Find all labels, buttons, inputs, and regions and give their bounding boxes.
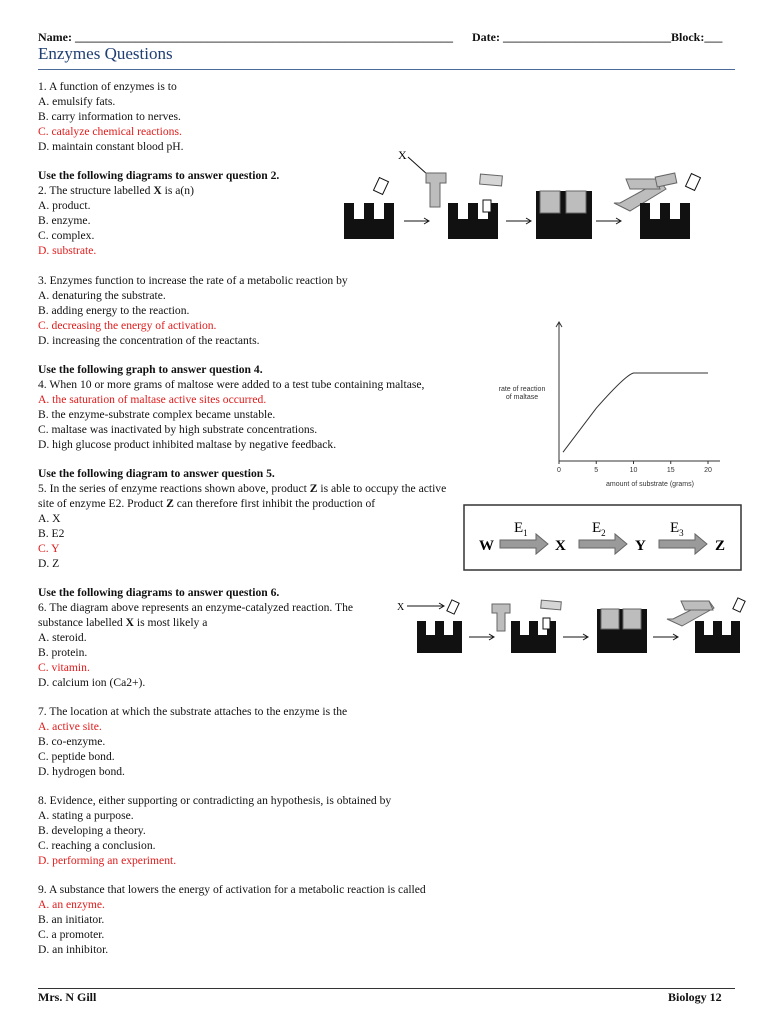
product-piece-1 <box>681 601 713 610</box>
y-axis-label-line-2: of maltase <box>505 394 539 401</box>
name-field-label: Name: _______________________________________________________________ <box>38 30 453 44</box>
bound-substrate <box>543 618 550 629</box>
q8-option-b: B. developing a theory. <box>38 824 146 837</box>
q8-option-d-answer: D. performing an experiment. <box>38 854 177 867</box>
enzyme-shape-3 <box>695 621 740 653</box>
q8-stem: 8. Evidence, either supporting or contradicting an hypothesis, is obtained by <box>38 794 392 807</box>
bound-substrate <box>483 200 491 212</box>
q6-stem-line-1: 6. The diagram above represents an enzyme-catalyzed reaction. The <box>38 601 354 614</box>
q5-instruction: Use the following diagram to answer question 5. <box>38 467 275 480</box>
enzyme-label-e2: $E_2$ <box>592 520 606 538</box>
arrow-3 <box>596 218 621 224</box>
q9-option-a-answer: A. an enzyme. <box>38 898 105 911</box>
enzyme-shape-1 <box>344 203 394 239</box>
node-x: X <box>555 538 566 554</box>
x-tick-label: 10 <box>629 467 638 474</box>
node-z: Z <box>715 538 726 554</box>
q2-option-b: B. enzyme. <box>38 214 91 227</box>
substrate-x-shape <box>426 173 446 207</box>
q4-instruction: Use the following graph to answer question 4. <box>38 363 263 376</box>
q8-option-c: C. reaching a conclusion. <box>38 839 156 852</box>
rate-of-reaction-chart <box>480 315 730 495</box>
page-title: Enzymes Questions <box>38 44 173 63</box>
q3-option-d: D. increasing the concentration of the reactants. <box>38 334 260 347</box>
x-tick-label: 0 <box>557 467 561 474</box>
footer-divider <box>38 988 735 989</box>
footer-course: Biology 12 <box>668 990 722 1004</box>
node-w: W <box>479 538 494 554</box>
q6-stem-line-2: substance labelled X is most likely a <box>38 616 208 629</box>
q6-option-b: B. protein. <box>38 646 88 659</box>
block-field-label: Block:___ <box>671 30 723 44</box>
x-tick-label: 20 <box>704 467 712 474</box>
q9-option-d: D. an inhibitor. <box>38 943 109 956</box>
q8-option-a: A. stating a purpose. <box>38 809 134 822</box>
q6-option-c-answer: C. vitamin. <box>38 661 90 674</box>
date-field-label: Date: ____________________________ <box>472 30 671 44</box>
q1-option-a: A. emulsify fats. <box>38 95 116 108</box>
released-substrate <box>733 598 745 612</box>
product-piece-1 <box>626 179 660 189</box>
q1-option-d: D. maintain constant blood pH. <box>38 140 184 153</box>
q4-stem: 4. When 10 or more grams of maltose were added to a test tube containing maltase, <box>38 378 425 391</box>
x-pointer-line <box>408 157 428 175</box>
q7-stem: 7. The location at which the substrate attaches to the enzyme is the <box>38 705 348 718</box>
product-shape <box>541 600 562 610</box>
footer-author: Mrs. N Gill <box>38 990 97 1004</box>
q1-stem: 1. A function of enzymes is to <box>38 80 177 93</box>
x-tick-label: 5 <box>594 467 599 474</box>
node-y: Y <box>635 538 646 554</box>
q5-stem-line-2: site of enzyme E2. Product Z can therefore first inhibit the production of <box>38 497 376 510</box>
q5-stem-line-1: 5. In the series of enzyme reactions shown above, product Z is able to occupy the active <box>38 482 447 495</box>
enzyme-label-e1: $E_1$ <box>514 520 528 538</box>
q4-option-a-answer: A. the saturation of maltase active sites occurred. <box>38 393 267 406</box>
diagram-x-label: X <box>397 602 405 613</box>
q2-option-d-answer: D. substrate. <box>38 244 97 257</box>
enzyme-shape-1 <box>417 621 462 653</box>
released-substrate <box>686 174 701 191</box>
enzyme-reaction-diagram-q6 <box>395 595 755 675</box>
q5-option-b: B. E2 <box>38 527 65 540</box>
x-pointer-arrow <box>407 603 444 609</box>
arrow-2 <box>563 634 588 640</box>
q3-option-a: A. denaturing the substrate. <box>38 289 166 302</box>
q6-option-d: D. calcium ion (Ca2+). <box>38 676 146 689</box>
q4-option-b: B. the enzyme-substrate complex became unstable. <box>38 408 276 421</box>
product-shape <box>480 174 503 186</box>
x-axis-label: amount of substrate (grams) <box>606 481 694 488</box>
q7-option-d: D. hydrogen bond. <box>38 765 125 778</box>
q1-option-c-answer: C. catalyze chemical reactions. <box>38 125 182 138</box>
q9-stem: 9. A substance that lowers the energy of activation for a metabolic reaction is called <box>38 883 426 896</box>
substrate-shape <box>447 600 459 614</box>
enzyme-label-e3: $E_3$ <box>670 520 684 538</box>
product-piece-2 <box>655 173 677 187</box>
q6-instruction: Use the following diagrams to answer question 6. <box>38 586 280 599</box>
arrow-2 <box>506 218 531 224</box>
enzyme-reaction-diagram-q2 <box>340 145 740 240</box>
x-tick-group <box>557 461 712 474</box>
q3-option-b: B. adding energy to the reaction. <box>38 304 190 317</box>
substrate-shape <box>374 178 389 195</box>
enzyme-pathway-diagram <box>463 504 743 572</box>
enzyme-shape-3 <box>640 203 690 239</box>
q4-option-d: D. high glucose product inhibited maltase by negative feedback. <box>38 438 337 451</box>
arrow-3 <box>653 634 678 640</box>
title-divider <box>38 69 735 70</box>
q9-option-b: B. an initiator. <box>38 913 105 926</box>
q5-option-d: D. Z <box>38 557 60 570</box>
q3-stem: 3. Enzymes function to increase the rate of a metabolic reaction by <box>38 274 348 287</box>
q2-stem: 2. The structure labelled X is a(n) <box>38 184 194 197</box>
q9-option-c: C. a promoter. <box>38 928 105 941</box>
diagram-x-label: X <box>398 148 407 162</box>
q1-option-b: B. carry information to nerves. <box>38 110 181 123</box>
q7-option-c: C. peptide bond. <box>38 750 115 763</box>
q5-option-c-answer: C. Y <box>38 542 60 555</box>
arrow-1 <box>469 634 494 640</box>
arrow-1 <box>404 218 429 224</box>
q6-option-a: A. steroid. <box>38 631 87 644</box>
x-tick-label: 15 <box>666 467 675 474</box>
q3-option-c-answer: C. decreasing the energy of activation. <box>38 319 217 332</box>
q5-option-a: A. X <box>38 512 61 525</box>
q2-option-c: C. complex. <box>38 229 95 242</box>
rate-curve <box>563 373 708 452</box>
substrate-x-shape <box>492 604 510 631</box>
q2-option-a: A. product. <box>38 199 91 212</box>
y-axis-label-line-1: rate of reaction <box>498 386 546 393</box>
q2-instruction: Use the following diagrams to answer question 2. <box>38 169 280 182</box>
q7-option-a-answer: A. active site. <box>38 720 102 733</box>
q4-option-c: C. maltase was inactivated by high substrate concentrations. <box>38 423 318 436</box>
q7-option-b: B. co-enzyme. <box>38 735 106 748</box>
